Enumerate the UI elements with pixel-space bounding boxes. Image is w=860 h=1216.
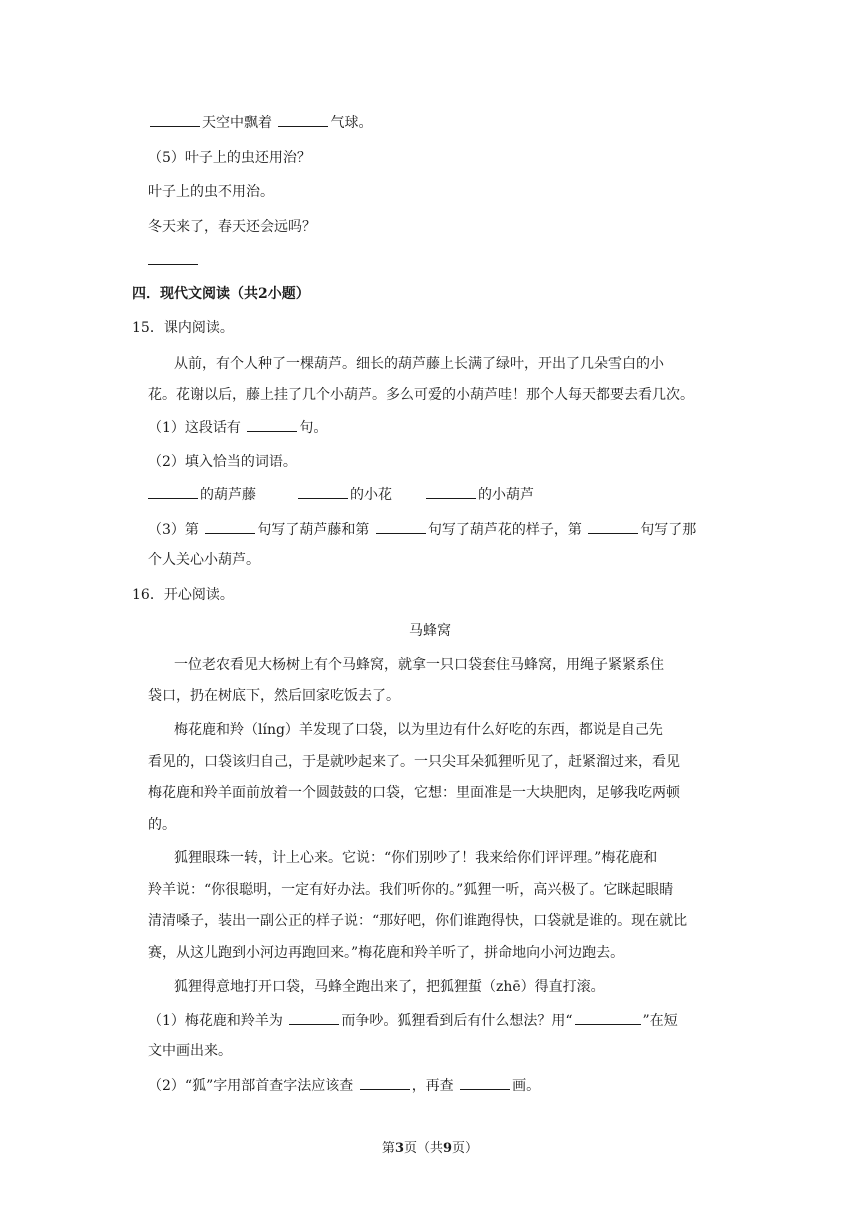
text: （2）“狐”字用部首查字法应该查 (148, 1078, 354, 1094)
text: ，再查 (411, 1078, 454, 1094)
passage-line: 赛，从这儿跑到小河边再跑回来。”梅花鹿和羚羊听了，拼命地向小河边跑去。 (148, 945, 625, 961)
passage-line: 清清嗓子，装出一副公正的样子说：“那好吧，你们谁跑得快，口袋就是谁的。现在就比 (148, 913, 688, 929)
answer-blank[interactable] (148, 250, 198, 265)
answer-blank[interactable] (205, 519, 255, 534)
answer-blank[interactable] (376, 519, 426, 534)
passage-line: 的。 (148, 817, 176, 833)
answer-blank[interactable] (150, 112, 200, 127)
answer-blank[interactable] (148, 484, 198, 499)
q15-sub1 (148, 417, 327, 438)
answer-blank[interactable] (588, 519, 638, 534)
text: 画。 (512, 1078, 541, 1094)
text: 天空中飘着 (202, 115, 272, 131)
text: 句写了葫芦藤和第 (257, 522, 370, 538)
q15-sub3 (148, 519, 696, 540)
q15-sub2: （2）填入恰当的词语。 (148, 454, 297, 470)
text: 句。 (299, 420, 328, 436)
q15-sub2-blanks (148, 484, 534, 505)
passage-line: 梅花鹿和羚（líng）羊发现了口袋，以为里边有什么好吃的东西，都说是自己先 (174, 722, 663, 738)
question-5-prompt: 冬天来了，春天还会远吗？ (148, 219, 316, 235)
question-5-answer-line (148, 250, 200, 271)
text: 气球。 (330, 115, 373, 131)
q16-sub1-line2: 文中画出来。 (148, 1043, 232, 1059)
question-16-label: 16．开心阅读。 (132, 587, 234, 603)
text: 而争吵。狐狸看到后有什么想法？用“ (341, 1013, 573, 1029)
footer-text: 第 (381, 1141, 395, 1156)
passage-line: 看见的，口袋该归自己，于是就吵起来了。一只尖耳朵狐狸听见了，赶紧溜过来，看见 (148, 754, 680, 770)
answer-blank[interactable] (360, 1075, 410, 1090)
passage-line: 袋口，扔在树底下，然后回家吃饭去了。 (148, 688, 400, 704)
text: （3）第 (148, 522, 199, 538)
question-5: （5）叶子上的虫还用治？ (148, 150, 311, 166)
q16-sub1 (148, 1010, 678, 1031)
text: 句写了葫芦花的样子，第 (427, 522, 582, 538)
answer-blank[interactable] (289, 1010, 339, 1025)
passage-line: 一位老农看见大杨树上有个马蜂窝，就拿一只口袋套住马蜂窝，用绳子紧紧系住 (174, 657, 664, 673)
answer-blank[interactable] (575, 1010, 641, 1025)
passage-line: 狐狸眼珠一转，计上心来。它说：“你们别吵了！我来给你们评评理。”梅花鹿和 (174, 850, 658, 866)
passage-line: 花。花谢以后，藤上挂了几个小葫芦。多么可爱的小葫芦哇！那个人每天都要去看几次。 (148, 387, 694, 403)
passage-line: 从前，有个人种了一棵葫芦。细长的葫芦藤上长满了绿叶，开出了几朵雪白的小 (174, 356, 664, 372)
text: （1）这段话有 (148, 420, 241, 436)
text: 的葫芦藤 (200, 487, 256, 503)
text: 的小花 (350, 487, 392, 503)
passage-line: 狐狸得意地打开口袋，马蜂全跑出来了，把狐狸蜇（zhē）得直打滚。 (174, 979, 605, 995)
answer-blank[interactable] (278, 112, 328, 127)
question-15-label: 15．课内阅读。 (132, 320, 234, 336)
answer-blank[interactable] (460, 1075, 510, 1090)
passage-line: 羚羊说：“你很聪明，一定有好办法。我们听你的。”狐狸一听，高兴极了。它眯起眼睛 (148, 882, 674, 898)
text: 句写了那 (640, 522, 697, 538)
question-5-answer: 叶子上的虫不用治。 (148, 184, 274, 200)
passage-title: 马蜂窝 (409, 623, 451, 639)
footer-text: 页） (452, 1141, 479, 1156)
page-number: 3 (394, 1141, 404, 1156)
text: 的小葫芦 (478, 487, 534, 503)
footer-text: 页（共 (403, 1141, 443, 1156)
passage-line: 梅花鹿和羚羊面前放着一个圆鼓鼓的口袋，它想：里面准是一大块肥肉，足够我吃两顿 (148, 785, 680, 801)
answer-blank[interactable] (426, 484, 476, 499)
answer-blank[interactable] (247, 417, 297, 432)
q15-sub3-line2: 个人关心小葫芦。 (148, 552, 260, 568)
page-footer (0, 1140, 860, 1158)
section-heading: 四．现代文阅读（共2小题） (132, 286, 310, 302)
balloon-fill-line (148, 112, 372, 133)
q16-sub2 (148, 1075, 540, 1096)
answer-blank[interactable] (298, 484, 348, 499)
text: ”在短 (642, 1013, 678, 1029)
page-total: 9 (443, 1141, 453, 1156)
text: （1）梅花鹿和羚羊为 (148, 1013, 283, 1029)
